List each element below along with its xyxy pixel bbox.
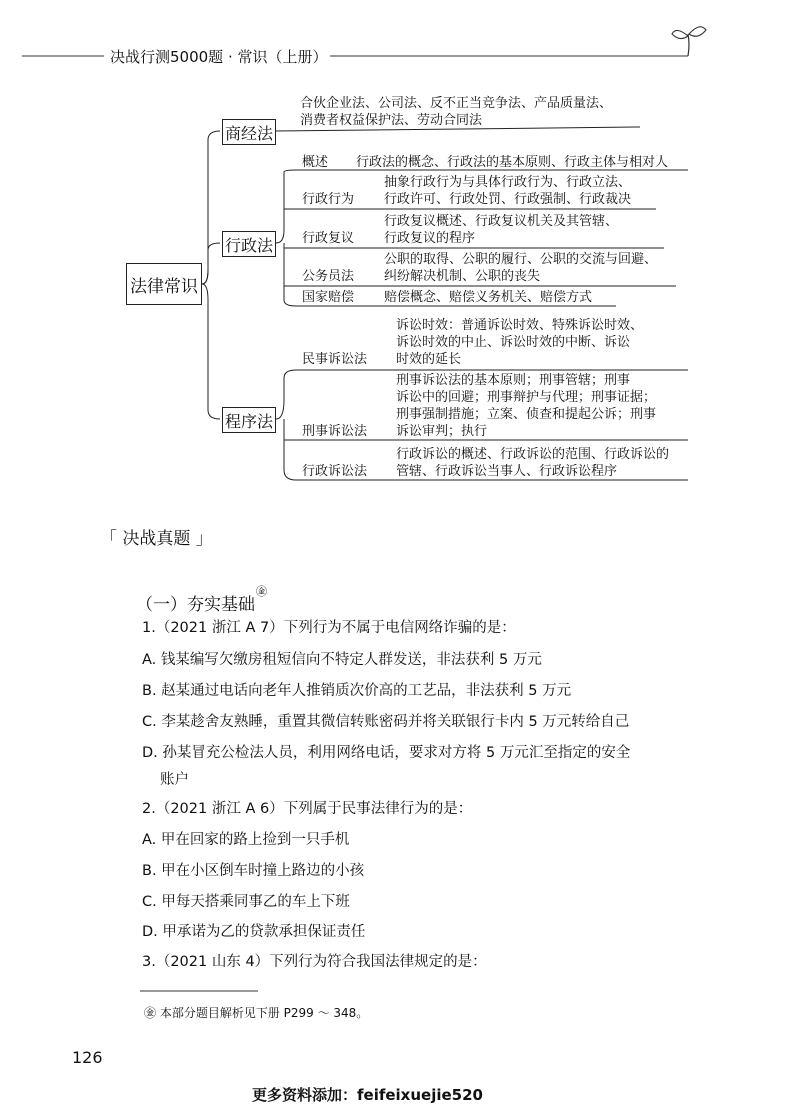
admin-item-label: 公务员法 [302,269,355,284]
subsection-title: （一）夯实基础 [136,595,255,615]
question-option: C. 李某趁舍友熟睡，重置其微信转账密码并将关联银行卡内 5 万元转给自己 [142,714,630,730]
admin-item-detail: 行政法的概念、行政法的基本原则、行政主体与相对人 [356,155,669,170]
question-option: B. 甲在小区倒车时撞上路边的小孩 [142,863,365,879]
procedure-item-label: 行政诉讼法 [302,464,368,479]
question-option: B. 赵某通过电话向老年人推销质次价高的工艺品，非法获利 5 万元 [142,683,572,699]
admin-item-label: 概述 [302,155,329,170]
question-stem: 2.（2021 浙江 A 6）下列属于民事法律行为的是： [142,801,473,817]
branch-commercial-law: 商经法 [222,119,276,145]
admin-item-detail: 公职的取得、公职的履行、公职的交流与回避、 [384,252,658,267]
procedure-item-detail: 刑事强制措施；立案、侦查和提起公诉；刑事 [396,407,657,422]
question-option: D. 孙某冒充公检法人员，利用网络电话，要求对方将 5 万元汇至指定的安全 [142,745,631,761]
header-title: 决战行测5000题 · 常识（上册） [110,48,328,66]
admin-item-label: 国家赔偿 [302,290,355,305]
procedure-item-detail: 时效的延长 [396,352,462,367]
question-stem: 1.（2021 浙江 A 7）下列行为不属于电信网络诈骗的是： [142,620,516,636]
question-stem: 3.（2021 山东 4）下列行为符合我国法律规定的是： [142,954,487,970]
watermark-text: 更多资料添加：feifeixuejie520 [252,1086,483,1104]
admin-item-detail: 赔偿概念、赔偿义务机关、赔偿方式 [384,290,593,305]
branch-admin-law: 行政法 [222,231,276,257]
procedure-item-detail: 行政诉讼的概述、行政诉讼的范围、行政诉讼的 [396,447,670,462]
note-marker-icon: ㊎ [256,585,267,598]
question-option-continued: 账户 [160,772,189,788]
question-option: A. 甲在回家的路上捡到一只手机 [142,832,350,848]
section-title: 「 决战真题 」 [100,529,213,549]
branch-procedure-law: 程序法 [222,407,276,433]
question-option: D. 甲承诺为乙的贷款承担保证责任 [142,924,366,940]
page-number: 126 [72,1048,103,1067]
mindmap-root: 法律常识 [126,263,202,305]
procedure-item-detail: 管辖、行政诉讼当事人、行政诉讼程序 [396,464,618,479]
admin-item-label: 行政复议 [302,231,355,246]
procedure-item-label: 刑事诉讼法 [302,424,368,439]
procedure-item-detail: 诉讼时效的中止、诉讼时效的中断、诉讼 [396,335,631,350]
question-option: C. 甲每天搭乘同事乙的车上下班 [142,894,350,910]
procedure-item-detail: 刑事诉讼法的基本原则；刑事管辖；刑事 [396,373,631,388]
admin-item-detail: 纠纷解决机制、公职的丧失 [384,269,541,284]
commercial-law-line: 合伙企业法、公司法、反不正当竞争法、产品质量法、 [300,96,613,111]
procedure-item-detail: 诉讼中的回避；刑事辩护与代理；刑事证据； [396,390,657,405]
question-option: A. 钱某编写欠缴房租短信向不特定人群发送，非法获利 5 万元 [142,652,542,668]
footnote-rule [0,990,800,994]
admin-item-label: 行政行为 [302,192,355,207]
admin-item-detail: 行政复议的程序 [384,231,476,246]
procedure-item-detail: 诉讼审判；执行 [396,424,488,439]
procedure-item-label: 民事诉讼法 [302,352,368,367]
admin-item-detail: 抽象行政行为与具体行政行为、行政立法、 [384,175,632,190]
admin-item-detail: 行政许可、行政处罚、行政强制、行政裁决 [384,192,632,207]
footnote: ㊎ 本部分题目解析见下册 P299 ～ 348。 [144,1006,369,1020]
commercial-law-line: 消费者权益保护法、劳动合同法 [300,113,483,128]
procedure-item-detail: 诉讼时效：普通诉讼时效、特殊诉讼时效、 [396,318,644,333]
admin-item-detail: 行政复议概述、行政复议机关及其管辖、 [384,214,619,229]
